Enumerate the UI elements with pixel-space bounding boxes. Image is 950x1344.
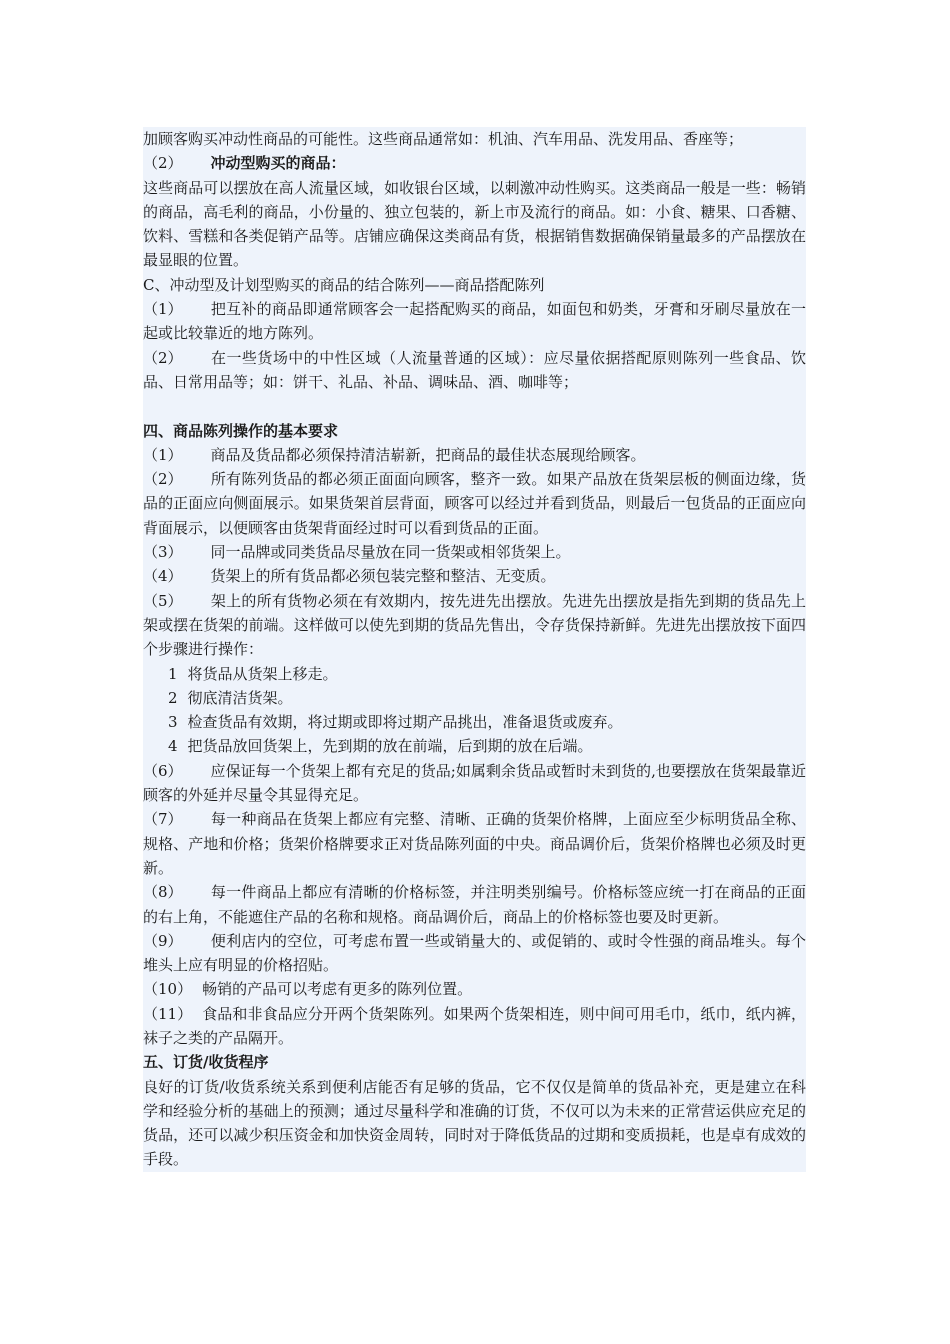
item-number: （1） xyxy=(143,445,183,464)
list-item xyxy=(143,467,806,540)
step-number: 3 xyxy=(168,713,178,732)
paragraph-intro-tail: 加顾客购买冲动性商品的可能性。这些商品通常如：机油、汽车用品、洗发用品、香座等； xyxy=(143,130,744,148)
list-item xyxy=(143,929,806,978)
section-5-heading: 五、订货/收货程序 xyxy=(143,1053,269,1072)
item-number: （8） xyxy=(143,883,183,902)
item-number: （1） xyxy=(143,300,183,319)
step-text: 彻底清洁货架。 xyxy=(187,688,293,707)
item-text: 食品和非食品应分开两个货架陈列。如果两个货架相连，则中间可用毛巾，纸巾，纸内裤，袜子之类的产品隔开。 xyxy=(143,1004,806,1047)
step-number: 2 xyxy=(168,688,178,707)
section-c-title: C、冲动型及计划型购买的商品的结合陈列——商品搭配陈列 xyxy=(143,275,545,294)
step-number: 4 xyxy=(168,737,178,756)
step-item xyxy=(143,710,806,734)
list-item xyxy=(143,807,806,880)
item-number: （11） xyxy=(143,1004,193,1023)
item-text: 畅销的产品可以考虑有更多的陈列位置。 xyxy=(202,980,473,999)
blank-line xyxy=(143,394,806,418)
step-item xyxy=(143,662,806,686)
item-text: 每一种商品在货架上都应有完整、清晰、正确的货架价格牌，上面应至少标明货品全称、规格、产地和价格；货架价格牌要求正对货品陈列面的中央。商品调价后，货架价格牌也必须及时更新。 xyxy=(143,810,806,877)
subheading-title: 冲动型购买的商品： xyxy=(210,154,346,173)
step-text: 将货品从货架上移走。 xyxy=(187,664,338,683)
item-number: （2） xyxy=(143,470,183,489)
item-text: 所有陈列货品的都必须正面面向顾客，整齐一致。如果产品放在货架层板的侧面边缘，货品的正面应向侧面展示。如果货架首层背面，顾客可以经过并看到货品，则最后一包货品的正面应向背面展示，以便顾客由货架背面经过时可以看到货品的正面。 xyxy=(143,470,806,537)
list-item xyxy=(143,443,806,467)
item-text: 货架上的所有货品都必须包装完整和整洁、无变质。 xyxy=(210,567,556,586)
subheading-impulse-goods xyxy=(143,151,806,175)
item-number: （4） xyxy=(143,567,183,586)
item-number: （10） xyxy=(143,980,193,999)
list-item xyxy=(143,589,806,662)
item-text: 商品及货品都必须保持清洁崭新，把商品的最佳状态展现给顾客。 xyxy=(210,445,646,464)
item-number: （2） xyxy=(143,154,183,173)
item-number: （9） xyxy=(143,931,183,950)
list-item xyxy=(143,880,806,929)
item-number: （3） xyxy=(143,543,183,562)
step-text: 检查货品有效期，将过期或即将过期产品挑出，准备退货或废弃。 xyxy=(187,713,623,732)
item-text: 在一些货场中的中性区域（人流量普通的区域）：应尽量依据搭配原则陈列一些食品、饮品、日常用品等；如：饼干、礼品、补品、调味品、酒、咖啡等； xyxy=(143,348,806,391)
item-text: 便利店内的空位，可考虑布置一些或销量大的、或促销的、或时令性强的商品堆头。每个堆头上应有明显的价格招贴。 xyxy=(143,931,806,975)
list-item xyxy=(143,1002,806,1051)
item-number: （5） xyxy=(143,591,183,610)
item-number: （2） xyxy=(143,348,183,367)
item-number: （7） xyxy=(143,810,183,829)
list-item xyxy=(143,564,806,588)
list-item-c2 xyxy=(143,346,806,395)
paragraph-ordering: 良好的订货/收货系统关系到便利店能否有足够的货品，它不仅仅是简单的货品补充，更是建立在科学和经验分析的基础上的预测；通过尽量科学和准确的订货，不仅可以为未来的正常营运供应充足的货品，还可以减少积压资金和加快资金周转，同时对于降低货品的过期和变质损耗，也是卓有成效的手段。 xyxy=(143,1077,806,1169)
step-item xyxy=(143,734,806,758)
section-4-heading: 四、商品陈列操作的基本要求 xyxy=(143,421,339,440)
item-number: （6） xyxy=(143,761,183,780)
step-text: 把货品放回货架上，先到期的放在前端，后到期的放在后端。 xyxy=(187,737,593,756)
list-item-c1 xyxy=(143,297,806,346)
item-text: 架上的所有货物必须在有效期内，按先进先出摆放。先进先出摆放是指先到期的货品先上架或摆在货架的前端。这样做可以使先到期的货品先售出，令存货保持新鲜。先进先出摆放按下面四个步骤进行操作： xyxy=(143,591,806,659)
paragraph-impulse-goods: 这些商品可以摆放在高人流量区域，如收银台区域，以刺激冲动性购买。这类商品一般是一些：畅销的商品，高毛利的商品，小份量的、独立包装的，新上市及流行的商品。如：小食、糖果、口香糖、饮料、雪糕和各类促销产品等。店铺应确保这类商品有货，根据销售数据确保销量最多的产品摆放在最显眼的位置。 xyxy=(143,178,806,270)
list-item xyxy=(143,540,806,564)
document-body xyxy=(143,127,806,1172)
item-text: 应保证每一个货架上都有充足的货品;如属剩余货品或暂时未到货的,也要摆放在货架最靠近顾客的外延并尽量令其显得充足。 xyxy=(143,761,806,805)
list-item xyxy=(143,759,806,808)
item-text: 把互补的商品即通常顾客会一起搭配购买的商品，如面包和奶类，牙膏和牙刷尽量放在一起或比较靠近的地方陈列。 xyxy=(143,300,806,343)
step-number: 1 xyxy=(168,664,178,683)
item-text: 每一件商品上都应有清晰的价格标签，并注明类别编号。价格标签应统一打在商品的正面的右上角，不能遮住产品的名称和规格。商品调价后，商品上的价格标签也要及时更新。 xyxy=(143,883,806,926)
item-text: 同一品牌或同类货品尽量放在同一货架或相邻货架上。 xyxy=(210,543,571,562)
list-item xyxy=(143,977,806,1001)
step-item xyxy=(143,686,806,710)
